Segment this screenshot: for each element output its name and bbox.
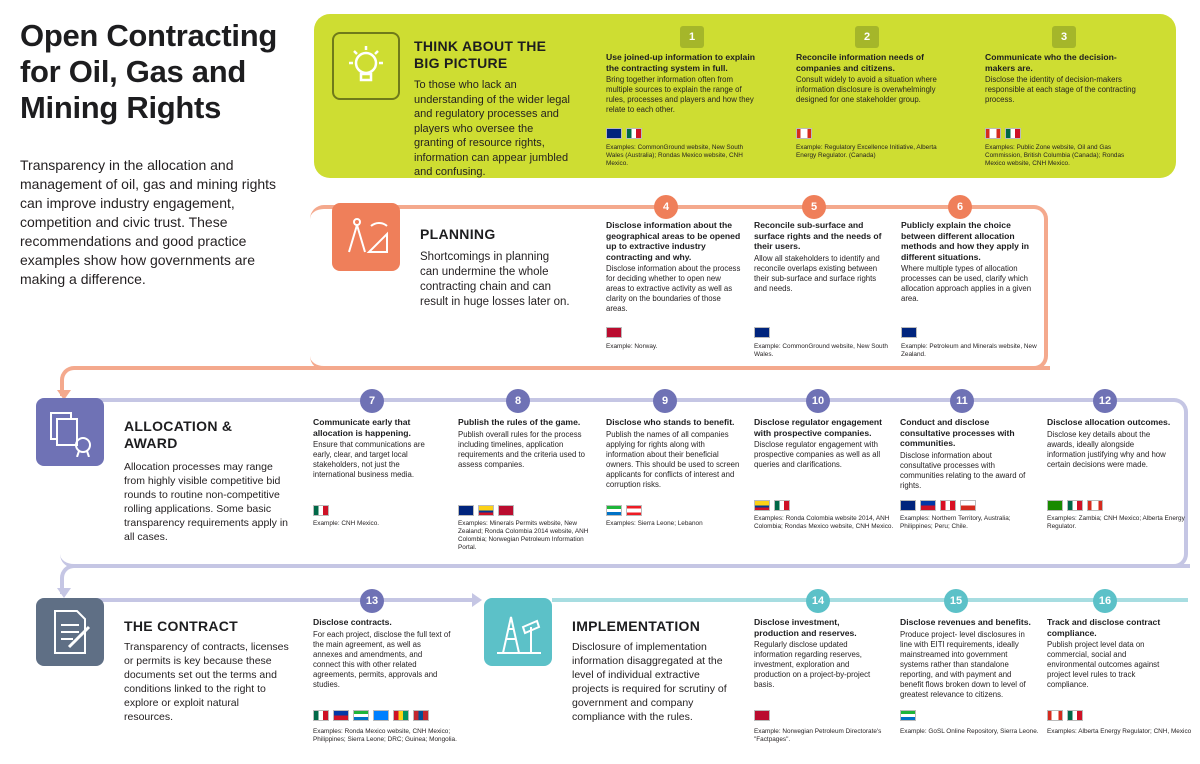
rec-example: Examples: Public Zone website, Oil and Gas Commission, British Columbia (Canada); Rondas Mexico website, CNH Mexico. xyxy=(985,144,1125,167)
rec-title: Disclose regulator engagement with prospective companies. xyxy=(754,417,882,438)
rec-title: Disclose who stands to benefit. xyxy=(606,417,735,427)
contract-title: THE CONTRACT xyxy=(124,618,239,634)
rec-body: Produce project- level disclosures in line with EITI requirements, ideally mainstreamed into government systems rather than standalone reporting, and with payment and benefit flows broken down to level of greatest relevance to citizens. xyxy=(900,629,1026,699)
arrow-to-implementation xyxy=(472,593,482,607)
flag-row xyxy=(313,710,429,721)
flag-row xyxy=(754,710,770,721)
rec-body: For each project, disclose the full text of the main agreement, as well as annexes and amendments, and connect this with other related agreements, permits, approvals and studies. xyxy=(313,629,451,689)
flag-row xyxy=(796,128,812,139)
recommendation-6 xyxy=(901,220,1036,304)
rec-body: Disclose information about consultative processes with communities relating to the award of rights. xyxy=(900,450,1026,490)
chile-flag-icon xyxy=(960,500,976,511)
planning-connector xyxy=(60,366,1050,396)
australia-flag-icon xyxy=(754,327,770,338)
flag-row xyxy=(901,327,917,338)
rec-body: Regularly disclose updated information regarding reserves, investment, exploration and production on a project-by-project basis. xyxy=(754,640,871,689)
flag-row xyxy=(606,128,642,139)
rec-title: Disclose information about the geographical areas to be opened up to extractive industry contracting and why. xyxy=(606,220,741,262)
rec-title: Disclose contracts. xyxy=(313,617,392,627)
rec-number-3: 3 xyxy=(1052,26,1076,48)
mexico-flag-icon xyxy=(774,500,790,511)
rec-title: Conduct and disclose consultative processes with communities. xyxy=(900,417,1015,448)
mexico-flag-icon xyxy=(313,710,329,721)
philippines-flag-icon xyxy=(333,710,349,721)
recommendation-10 xyxy=(754,417,889,470)
rec-number-11: 11 xyxy=(950,389,974,413)
guinea-flag-icon xyxy=(393,710,409,721)
rec-title: Disclose investment, production and reserves. xyxy=(754,617,857,638)
rec-number-2: 2 xyxy=(855,26,879,48)
rec-example: Examples: Minerals Permits website, New Zealand; Ronda Colombia 2014 website, ANH Colombia; Norwegian Petroleum Information Portal. xyxy=(458,520,589,551)
oil-rig-icon xyxy=(484,598,552,666)
peru-flag-icon xyxy=(940,500,956,511)
flag-row xyxy=(754,500,790,511)
newzealand-flag-icon xyxy=(458,505,474,516)
rec-body: Allow all stakeholders to identify and reconcile overlaps existing between their sub-surface and surface rights and needs. xyxy=(754,253,880,293)
canada-flag-icon xyxy=(796,128,812,139)
lightbulb-icon xyxy=(332,32,400,100)
rec-example: Example: Norway. xyxy=(606,343,658,350)
rec-number-16: 16 xyxy=(1093,589,1117,613)
mexico-flag-icon xyxy=(626,128,642,139)
recommendation-15 xyxy=(900,617,1035,700)
rec-example: Examples: Northern Territory, Australia; Philippines; Peru; Chile. xyxy=(900,515,1011,530)
rec-body: Publish project level data on commercial, social and environmental outcomes against project level rules to track compliance. xyxy=(1047,640,1160,689)
recommendation-14 xyxy=(754,617,884,690)
rec-title: Disclose revenues and benefits. xyxy=(900,617,1031,627)
mexico-flag-icon xyxy=(313,505,329,516)
sierraleone-flag-icon xyxy=(606,505,622,516)
australia-flag-icon xyxy=(900,500,916,511)
flag-row xyxy=(900,500,976,511)
rec-number-14: 14 xyxy=(806,589,830,613)
recommendation-12 xyxy=(1047,417,1172,470)
rec-title: Reconcile information needs of companies and citizens. xyxy=(796,52,924,73)
rec-body: Disclose regulator engagement with prospective companies as well as all queries and clarifications. xyxy=(754,440,881,469)
recommendation-1 xyxy=(606,52,756,115)
canada-flag-icon xyxy=(985,128,1001,139)
norway-flag-icon xyxy=(498,505,514,516)
newzealand-flag-icon xyxy=(901,327,917,338)
philippines-flag-icon xyxy=(920,500,936,511)
rec-example: Examples: Ronda Mexico website, CNH Mexico; Philippines; Sierra Leone; DRC; Guinea; Mongolia. xyxy=(313,728,457,743)
contract-track xyxy=(60,598,474,608)
rec-example: Examples: Zambia; CNH Mexico; Alberta Energy Regulator. xyxy=(1047,515,1185,530)
rec-example: Example: Petroleum and Minerals website, New Zealand. xyxy=(901,343,1037,358)
rec-example: Example: CommonGround website, New South Wales. xyxy=(754,343,888,358)
flag-row xyxy=(1047,500,1103,511)
sierraleone-flag-icon xyxy=(900,710,916,721)
rec-example: Examples: CommonGround website, New South Wales (Australia); Rondas Mexico website, CNH Mexico. xyxy=(606,144,744,167)
allocation-desc: Allocation processes may range from highly visible competitive bid rounds to routine non-competitive rolling applications. Some basic transparency requirements apply in all cases. xyxy=(124,461,289,543)
rec-number-1: 1 xyxy=(680,26,704,48)
sierraleone-flag-icon xyxy=(353,710,369,721)
mexico-flag-icon xyxy=(1067,710,1083,721)
rec-body: Where multiple types of allocation processes can be used, clarify which allocation approach applies in a given area. xyxy=(901,264,1032,303)
flag-row xyxy=(1047,710,1083,721)
rec-title: Publish the rules of the game. xyxy=(458,417,581,427)
rec-number-12: 12 xyxy=(1093,389,1117,413)
rec-number-8: 8 xyxy=(506,389,530,413)
flag-row xyxy=(754,327,770,338)
implementation-title: IMPLEMENTATION xyxy=(572,618,701,634)
rec-body: Publish the names of all companies applying for rights along with information about their beneficial owners. This should be used to screen applicants for conflicts of interest and corruption risks. xyxy=(606,429,740,489)
colombia-flag-icon xyxy=(478,505,494,516)
drc-flag-icon xyxy=(373,710,389,721)
rec-title: Reconcile sub-surface and surface rights and the needs of their users. xyxy=(754,220,882,251)
documents-certificate-icon xyxy=(36,398,104,466)
canada-flag-icon xyxy=(1047,710,1063,721)
recommendation-4 xyxy=(606,220,741,314)
rec-body: Publish overall rules for the process including timelines, application requirements and the criteria used to assess companies. xyxy=(458,429,585,469)
zambia-flag-icon xyxy=(1047,500,1063,511)
drafting-tools-icon xyxy=(332,203,400,271)
rec-body: Ensure that communications are early, clear, and target local stakeholders, not just the international business media. xyxy=(313,440,425,479)
flag-row xyxy=(900,710,916,721)
contract-document-icon xyxy=(36,598,104,666)
recommendation-9 xyxy=(606,417,741,490)
recommendation-5 xyxy=(754,220,889,294)
rec-body: Bring together information often from multiple sources to explain the range of rules, processes and players and how they relate to each other. xyxy=(606,75,754,114)
rec-title: Publicly explain the choice between different allocation methods and how they apply in different situations. xyxy=(901,220,1029,262)
rec-number-4: 4 xyxy=(654,195,678,219)
flag-row xyxy=(458,505,514,516)
rec-title: Communicate early that allocation is happening. xyxy=(313,417,411,438)
recommendation-16 xyxy=(1047,617,1172,690)
big-picture-title: THINK ABOUT THE BIG PICTURE xyxy=(414,38,547,71)
recommendation-11 xyxy=(900,417,1035,491)
rec-title: Disclose allocation outcomes. xyxy=(1047,417,1171,427)
rec-title: Use joined-up information to explain the contracting system in full. xyxy=(606,52,755,73)
rec-example: Example: Norwegian Petroleum Directorate's "Factpages". xyxy=(754,728,882,743)
rec-example: Example: Regulatory Excellence Initiative, Alberta Energy Regulator. (Canada) xyxy=(796,144,937,159)
recommendation-3 xyxy=(985,52,1145,105)
rec-title: Track and disclose contract compliance. xyxy=(1047,617,1161,638)
rec-number-7: 7 xyxy=(360,389,384,413)
rec-number-6: 6 xyxy=(948,195,972,219)
rec-example: Example: GoSL Online Repository, Sierra Leone. xyxy=(900,728,1039,735)
recommendation-2 xyxy=(796,52,951,105)
recommendation-8 xyxy=(458,417,593,470)
mexico-flag-icon xyxy=(1005,128,1021,139)
rec-body: Disclose information about the process for deciding whether to open new areas to extractive activity as well as clarity on the boundaries of those areas. xyxy=(606,264,741,313)
rec-number-5: 5 xyxy=(802,195,826,219)
mongolia-flag-icon xyxy=(413,710,429,721)
allocation-title: ALLOCATION & AWARD xyxy=(124,418,233,451)
rec-example: Examples: Sierra Leone; Lebanon xyxy=(606,520,703,527)
rec-example: Example: CNH Mexico. xyxy=(313,520,380,527)
mexico-flag-icon xyxy=(1067,500,1083,511)
planning-title: PLANNING xyxy=(420,226,496,242)
contract-desc: Transparency of contracts, licenses or permits is key because these documents set out the terms and conditions linked to the right to explore or exploit natural resources. xyxy=(124,641,289,723)
rec-example: Examples: Alberta Energy Regulator; CNH, Mexico xyxy=(1047,728,1192,735)
flag-row xyxy=(606,505,642,516)
flag-row xyxy=(985,128,1021,139)
rec-body: Consult widely to avoid a situation where information disclosure is overwhelmingly designed for one stakeholder group. xyxy=(796,75,937,104)
rec-number-9: 9 xyxy=(653,389,677,413)
canada-flag-icon xyxy=(1087,500,1103,511)
flag-row xyxy=(313,505,329,516)
recommendation-7 xyxy=(313,417,443,480)
recommendation-13 xyxy=(313,617,451,690)
norway-flag-icon xyxy=(754,710,770,721)
rec-body: Disclose the identity of decision-makers responsible at each stage of the contracting process. xyxy=(985,75,1136,104)
arrow-to-contract xyxy=(57,588,71,598)
colombia-flag-icon xyxy=(754,500,770,511)
australia-flag-icon xyxy=(606,128,622,139)
rec-example: Examples: Ronda Colombia website 2014, ANH Colombia; Rondas Mexico website, CNH Mexico. xyxy=(754,515,894,530)
big-picture-desc: To those who lack an understanding of the wider legal and regulatory processes and players who oversee the granting of resource rights, information can appear jumbled and confusing. xyxy=(414,79,570,178)
planning-desc: Shortcomings in planning can undermine the whole contracting chain and can result in huge losses later on. xyxy=(420,251,570,308)
norway-flag-icon xyxy=(606,327,622,338)
flag-row xyxy=(606,327,622,338)
rec-body: Disclose key details about the awards, ideally alongside information justifying why and how certain decisions were made. xyxy=(1047,429,1166,469)
lebanon-flag-icon xyxy=(626,505,642,516)
rec-number-13: 13 xyxy=(360,589,384,613)
rec-title: Communicate who the decision-makers are. xyxy=(985,52,1117,73)
intro-text: Transparency in the allocation and management of oil, gas and mining rights can improve industry engagement, competition and civic trust. These recommendations and good practice examples show how governments are making a difference. xyxy=(20,157,277,287)
page-title: Open Contracting for Oil, Gas and Mining Rights xyxy=(20,18,277,125)
implementation-desc: Disclosure of implementation information disaggregated at the level of individual extractive projects is required for scrutiny of government and company compliance with the rules. xyxy=(572,641,727,723)
rec-number-15: 15 xyxy=(944,589,968,613)
rec-number-10: 10 xyxy=(806,389,830,413)
allocation-connector xyxy=(60,564,1190,594)
